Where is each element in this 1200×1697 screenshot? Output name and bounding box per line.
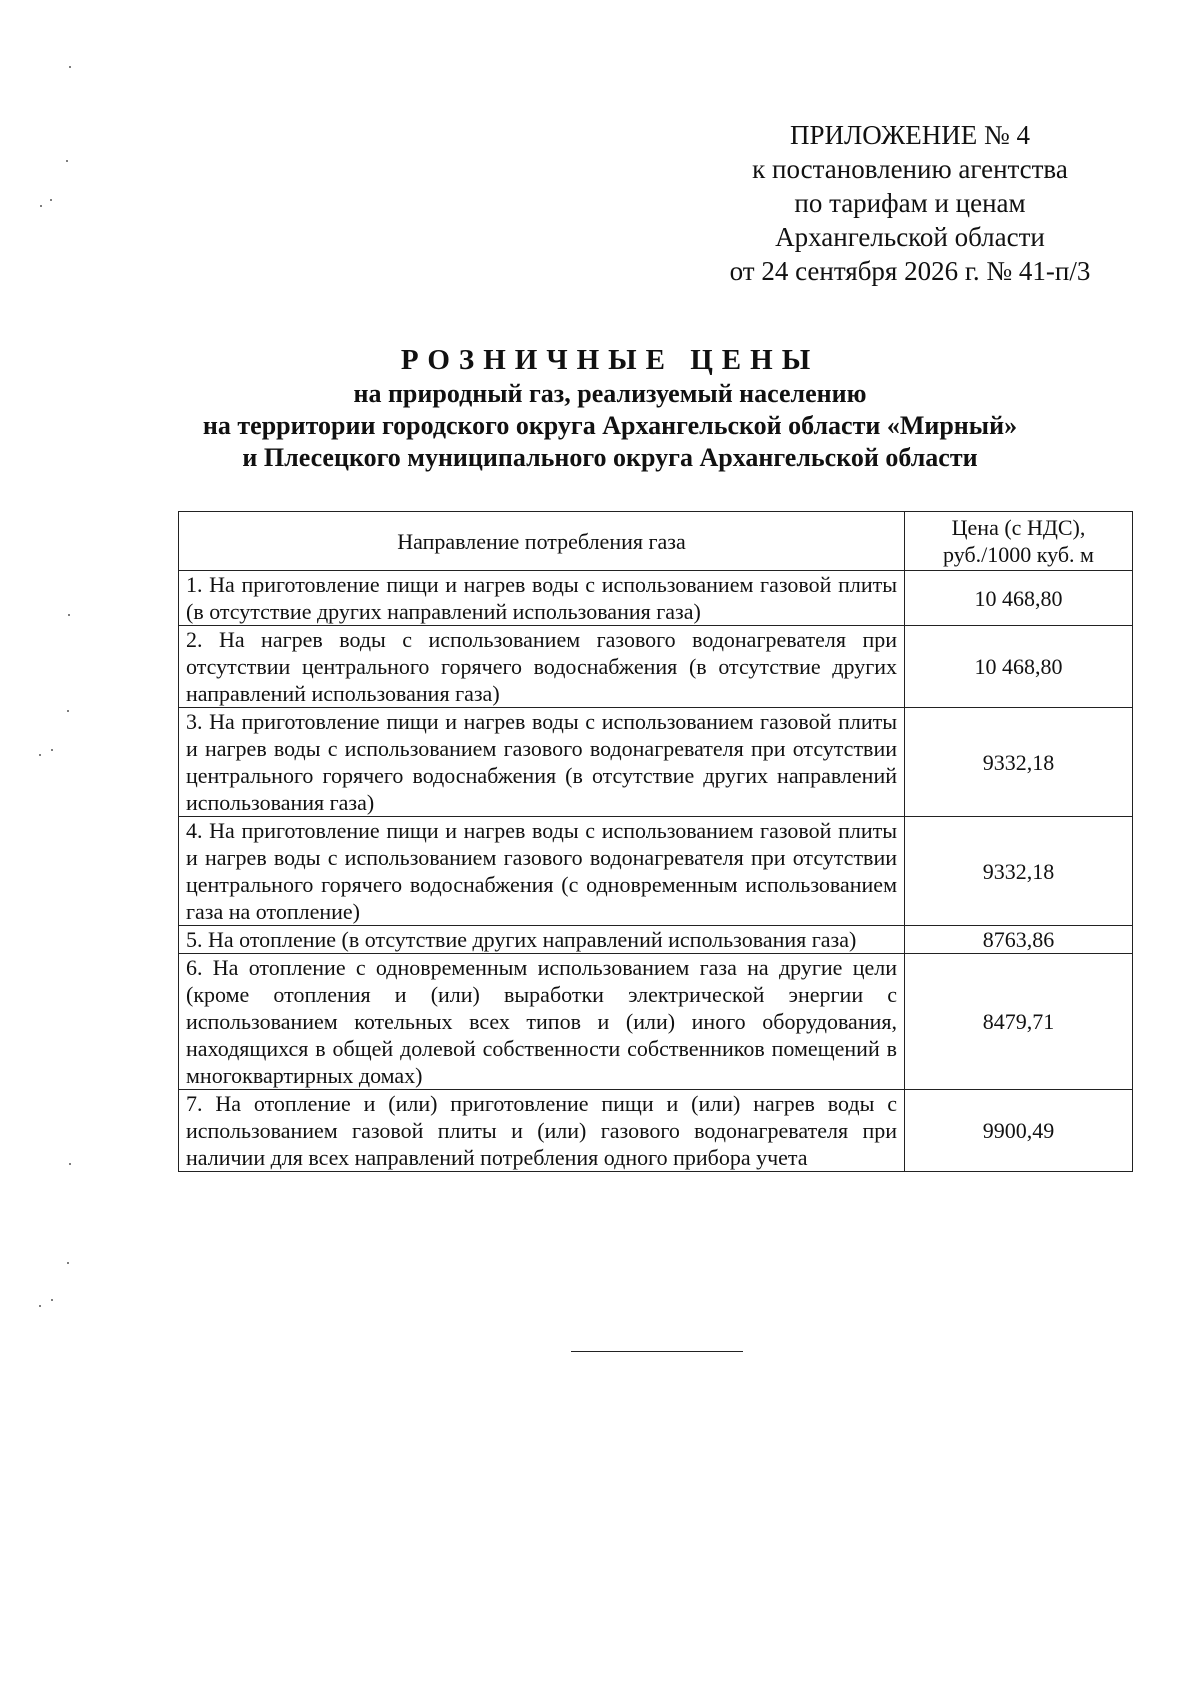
appendix-date-number: от 24 сентября 2026 г. № 41-п/3 bbox=[729, 256, 1091, 286]
scan-speck bbox=[51, 749, 53, 751]
row-direction: 6. На отопление с одновременным использованием газа на другие цели (кроме отопления и (или) выработки электрической энергии с использованием котельных всех типов и (или) иного оборудования, находящихся в общей долевой собственности собственников помещений в многоквартирных домах) bbox=[179, 954, 905, 1090]
end-divider-line bbox=[571, 1351, 743, 1352]
row-price: 9332,18 bbox=[905, 708, 1133, 817]
table-row bbox=[179, 1090, 1133, 1172]
scan-speck bbox=[50, 199, 52, 201]
header-price: Цена (с НДС), руб./1000 куб. м bbox=[905, 512, 1133, 571]
document-subtitle-line-3: и Плесецкого муниципального округа Архангельской области bbox=[242, 443, 978, 472]
document-subtitle-line-2: на территории городского округа Архангельской области «Мирный» bbox=[202, 411, 1018, 440]
appendix-agency-line: по тарифам и ценам bbox=[794, 188, 1026, 218]
appendix-number: ПРИЛОЖЕНИЕ № 4 bbox=[789, 120, 1031, 150]
table-row bbox=[179, 571, 1133, 626]
row-direction: 2. На нагрев воды с использованием газового водонагревателя при отсутствии центрального горячего водоснабжения (в отсутствие других направлений использования газа) bbox=[179, 626, 905, 708]
scan-speck bbox=[69, 1163, 71, 1165]
table-row bbox=[179, 708, 1133, 817]
table-header-row bbox=[179, 512, 1133, 571]
scan-speck bbox=[39, 754, 41, 756]
scan-speck bbox=[68, 614, 70, 616]
row-price: 8479,71 bbox=[905, 954, 1133, 1090]
document-title-block bbox=[150, 342, 1070, 474]
appendix-reference-line: к постановлению агентства bbox=[752, 154, 1068, 184]
table-row bbox=[179, 926, 1133, 954]
document-subtitle-line-1: на природный газ, реализуемый населению bbox=[353, 379, 867, 408]
table-row bbox=[179, 626, 1133, 708]
row-direction: 3. На приготовление пищи и нагрев воды с использованием газовой плиты и нагрев воды с использованием газового водонагревателя при отсутствии центрального горячего водоснабжения (в отсутствие других направлений использования газа) bbox=[179, 708, 905, 817]
table-row bbox=[179, 817, 1133, 926]
scan-speck bbox=[51, 1299, 53, 1301]
scan-speck bbox=[67, 1262, 69, 1264]
row-price: 10 468,80 bbox=[905, 626, 1133, 708]
table-row bbox=[179, 954, 1133, 1090]
header-direction: Направление потребления газа bbox=[179, 512, 905, 571]
row-direction: 7. На отопление и (или) приготовление пищи и (или) нагрев воды с использованием газовой плиты и (или) газового водонагревателя при наличии для всех направлений потребления одного прибора учета bbox=[179, 1090, 905, 1172]
document-title: РОЗНИЧНЫЕ ЦЕНЫ bbox=[400, 344, 820, 376]
appendix-region-line: Архангельской области bbox=[775, 222, 1045, 252]
row-direction: 1. На приготовление пищи и нагрев воды с использованием газовой плиты (в отсутствие других направлений использования газа) bbox=[179, 571, 905, 626]
scan-speck bbox=[66, 160, 68, 162]
scan-speck bbox=[67, 710, 69, 712]
price-table bbox=[178, 511, 1133, 1172]
row-price: 9332,18 bbox=[905, 817, 1133, 926]
row-direction: 4. На приготовление пищи и нагрев воды с использованием газовой плиты и нагрев воды с использованием газового водонагревателя при отсутствии центрального горячего водоснабжения (с одновременным использованием газа на отопление) bbox=[179, 817, 905, 926]
appendix-header bbox=[700, 118, 1120, 288]
scan-speck bbox=[40, 205, 42, 207]
row-price: 10 468,80 bbox=[905, 571, 1133, 626]
row-direction: 5. На отопление (в отсутствие других направлений использования газа) bbox=[179, 926, 905, 954]
scan-speck bbox=[69, 66, 71, 68]
scan-speck bbox=[39, 1305, 41, 1307]
row-price: 9900,49 bbox=[905, 1090, 1133, 1172]
row-price: 8763,86 bbox=[905, 926, 1133, 954]
